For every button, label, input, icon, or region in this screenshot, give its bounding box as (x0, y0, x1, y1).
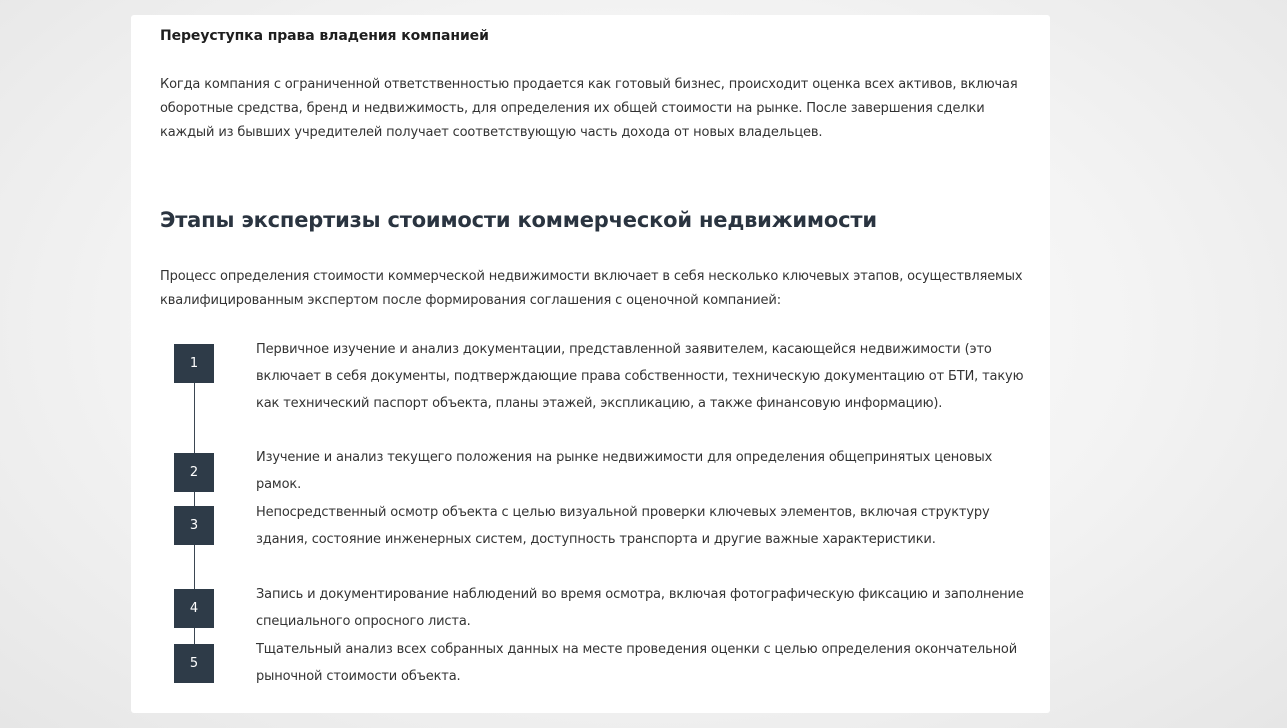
step-number-5: 5 (174, 644, 214, 683)
step-text-3: Непосредственный осмотр объекта с целью визуальной проверки ключевых элементов, включая структуру здания, состояние инженерных систем, доступность транспорта и другие важные характеристики. (256, 505, 990, 547)
section-heading: Переуступка права владения компанией (160, 28, 489, 44)
step-text-4: Запись и документирование наблюдений во время осмотра, включая фотографическую фиксацию и заполнение специального опросного листа. (256, 587, 1024, 629)
step-number-4: 4 (174, 589, 214, 628)
section-paragraph: Когда компания с ограниченной ответственностью продается как готовый бизнес, происходит оценка всех активов, включая оборотные средства, бренд и недвижимость, для определения их общей стоимости на рынке. После завершения сделки каждый из бывших учредителей получает соответствующую часть дохода от новых владельцев. (160, 77, 1018, 140)
step-text-2: Изучение и анализ текущего положения на рынке недвижимости для определения общепринятых ценовых рамок. (256, 450, 993, 492)
step-number-1: 1 (174, 344, 214, 383)
main-heading: Этапы экспертизы стоимости коммерческой недвижимости (160, 208, 877, 232)
content-card (131, 15, 1050, 713)
step-number-2: 2 (174, 453, 214, 492)
step-text-1: Первичное изучение и анализ документации, представленной заявителем, касающейся недвижимости (это включает в себя документы, подтверждающие права собственности, техническую документацию от БТИ, такую как технический паспорт объекта, планы этажей, экспликацию, а также финансовую информацию). (256, 342, 1024, 411)
intro-paragraph: Процесс определения стоимости коммерческой недвижимости включает в себя несколько ключевых этапов, осуществляемых квалифицированным экспертом после формирования соглашения с оценочной компанией: (160, 269, 1023, 308)
step-text-5: Тщательный анализ всех собранных данных на месте проведения оценки с целью определения окончательной рыночной стоимости объекта. (256, 642, 1018, 684)
step-number-3: 3 (174, 506, 214, 545)
